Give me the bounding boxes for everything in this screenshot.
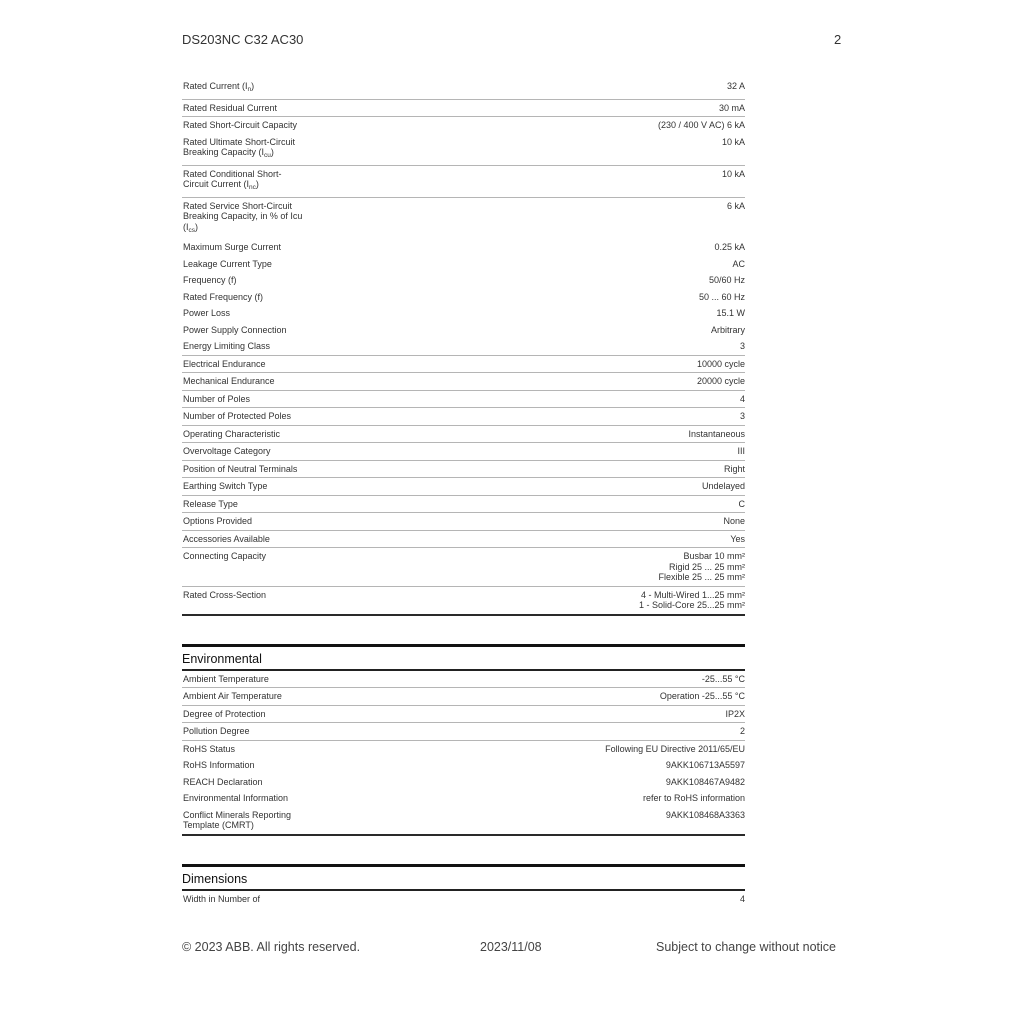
spec-label-subscript: nc (249, 184, 256, 191)
spec-label-text: Connecting Capacity (183, 551, 267, 561)
spec-row (182, 426, 745, 444)
spec-sheet (182, 78, 745, 907)
spec-value: Undelayed (701, 481, 745, 491)
spec-label (183, 793, 303, 804)
spec-label-text: Ambient Temperature (183, 673, 269, 684)
spec-row (182, 305, 745, 322)
spec-label-text: Rated Service Short-Circuit Breaking Capacity, in % of Icu (I (183, 200, 303, 232)
spec-row (182, 391, 745, 409)
spec-label (183, 744, 303, 755)
spec-value: Right (723, 463, 745, 474)
spec-label (183, 709, 303, 720)
spec-value: 9AKK108468A3363 (665, 809, 745, 820)
spec-value: Following EU Directive 2011/65/EU (605, 743, 745, 754)
spec-label (183, 691, 303, 702)
spec-value: 15.1 W (716, 308, 745, 318)
spec-label (183, 169, 303, 194)
spec-label-subscript: n (247, 86, 252, 93)
spec-label-text: Number of Protected Poles (183, 411, 292, 421)
spec-label-text: Release Type (183, 498, 238, 509)
spec-label (183, 81, 303, 96)
spec-label-text: Maximum Surge Current (183, 242, 282, 252)
spec-label (183, 590, 303, 601)
spec-value: None (723, 516, 745, 526)
spec-row (182, 239, 745, 256)
spec-row (182, 757, 745, 774)
spec-label-text: RoHS Information (183, 760, 255, 770)
spec-row (182, 443, 745, 461)
spec-value: 9AKK108467A9482 (665, 776, 745, 787)
footer-copyright: © 2023 ABB. All rights reserved. (182, 940, 361, 954)
spec-value: III (737, 446, 745, 456)
spec-value: Operation -25...55 °C (659, 691, 745, 701)
spec-value: Instantaneous (688, 428, 745, 439)
spec-row (182, 671, 745, 689)
spec-label-subscript: cs (188, 226, 195, 234)
footer-date: 2023/11/08 (480, 940, 542, 954)
spec-row (182, 338, 745, 356)
spec-value: AC (732, 258, 745, 269)
spec-label-text: Position of Neutral Terminals (183, 463, 298, 474)
spec-label-text: Overvoltage Category (183, 446, 271, 456)
spec-value: C (738, 498, 745, 509)
spec-row (182, 272, 745, 289)
spec-value: 10 kA (721, 168, 745, 179)
spec-value: refer to RoHS information (642, 793, 745, 803)
spec-label (183, 341, 303, 352)
section-divider (182, 834, 745, 836)
spec-value: 0.25 kA (714, 242, 745, 252)
spec-row (182, 289, 745, 306)
spec-label-text: Rated Cross-Section (183, 589, 267, 600)
spec-row (182, 741, 745, 758)
spec-value: 4 (739, 893, 745, 904)
spec-row (182, 513, 745, 531)
spec-value: 10 kA (721, 136, 745, 147)
spec-label-suffix: ) (195, 221, 198, 232)
spec-value: Yes (730, 533, 745, 544)
spec-row (182, 478, 745, 496)
spec-label (183, 292, 303, 303)
spec-row (182, 706, 745, 724)
spec-label-text: Rated Short-Circuit Capacity (183, 120, 298, 130)
spec-label (183, 810, 303, 831)
spec-label (183, 103, 303, 114)
spec-label (183, 551, 303, 562)
spec-label (183, 534, 303, 545)
spec-row (182, 117, 745, 134)
spec-value: 10000 cycle (696, 358, 745, 369)
spec-label (183, 275, 303, 286)
spec-value: 30 mA (718, 102, 745, 113)
spec-label-text: Rated Current (I (183, 81, 248, 91)
section-heading-environmental: Environmental (182, 644, 745, 671)
spec-label-text: Number of Poles (183, 393, 251, 404)
spec-label-text: RoHS Status (183, 743, 236, 754)
spec-label (183, 308, 303, 319)
spec-label (183, 325, 303, 336)
spec-row (182, 356, 745, 374)
spec-value: 4 - Multi-Wired 1...25 mm² 1 - Solid-Core 25...25 mm² (638, 589, 745, 610)
spec-value: -25...55 °C (701, 673, 745, 684)
spec-label-suffix: ) (255, 179, 259, 189)
spec-label (183, 516, 303, 527)
spec-label-suffix: ) (270, 147, 274, 157)
spec-label-text: Options Provided (183, 516, 253, 526)
spec-label (183, 446, 303, 457)
spec-label-text: Ambient Air Temperature (183, 691, 282, 701)
spec-row (182, 408, 745, 426)
spec-row (182, 790, 745, 807)
spec-label (183, 376, 303, 387)
environmental-spec-table (182, 671, 745, 834)
spec-value: Arbitrary (710, 324, 745, 335)
spec-label-text: Rated Frequency (f) (183, 291, 264, 302)
spec-value: 3 (739, 411, 745, 421)
spec-label-text: Operating Characteristic (183, 428, 281, 439)
spec-label (183, 726, 303, 737)
spec-label (183, 674, 303, 685)
spec-value: 4 (739, 393, 745, 404)
spec-value: 6 kA (726, 200, 745, 211)
spec-row (182, 774, 745, 791)
spec-row (182, 548, 745, 587)
spec-label-text: Leakage Current Type (183, 258, 272, 269)
spec-row (182, 134, 745, 166)
spec-label-suffix: ) (251, 81, 255, 91)
spec-label (183, 429, 303, 440)
spec-label (183, 359, 303, 370)
spec-label-text: Degree of Protection (183, 708, 266, 719)
spec-row (182, 587, 745, 614)
spec-row (182, 373, 745, 391)
spec-row (182, 807, 745, 834)
spec-row (182, 531, 745, 549)
spec-label-text: Environmental Information (183, 793, 289, 803)
spec-value: 9AKK106713A5597 (665, 760, 745, 770)
spec-row (182, 461, 745, 479)
spec-label (183, 201, 303, 237)
technical-spec-table (182, 78, 745, 614)
spec-row (182, 256, 745, 273)
dimensions-spec-table (182, 891, 745, 908)
spec-label (183, 894, 303, 905)
spec-label (183, 394, 303, 405)
page-number: 2 (834, 32, 842, 47)
spec-label-text: Rated Residual Current (183, 102, 278, 113)
spec-label-text: Pollution Degree (183, 726, 250, 736)
spec-label-text: Electrical Endurance (183, 358, 266, 369)
spec-value: IP2X (725, 708, 745, 719)
spec-value: 32 A (726, 81, 745, 91)
spec-label (183, 481, 303, 492)
spec-row (182, 496, 745, 514)
spec-row (182, 688, 745, 706)
spec-label-text: Width in Number of (183, 893, 261, 904)
document-title: DS203NC C32 AC30 (182, 32, 304, 47)
spec-label (183, 259, 303, 270)
spec-label-text: Energy Limiting Class (183, 341, 271, 351)
footer-notice: Subject to change without notice (656, 940, 836, 954)
spec-value: (230 / 400 V AC) 6 kA (657, 120, 745, 130)
spec-value: Busbar 10 mm² Rigid 25 ... 25 mm² Flexible 25 ... 25 mm² (658, 551, 745, 582)
spec-row (182, 198, 745, 240)
section-divider (182, 614, 745, 616)
section-heading-dimensions: Dimensions (182, 864, 745, 891)
spec-label-text: REACH Declaration (183, 776, 263, 787)
spec-label-text: Mechanical Endurance (183, 376, 275, 386)
spec-value: 50/60 Hz (708, 275, 745, 285)
spec-label (183, 120, 303, 131)
spec-label (183, 499, 303, 510)
spec-row (182, 100, 745, 118)
spec-label (183, 137, 303, 162)
spec-label-text: Power Loss (183, 308, 231, 318)
spec-value: 50 ... 60 Hz (698, 291, 745, 302)
spec-label (183, 242, 303, 253)
spec-row (182, 723, 745, 741)
spec-label (183, 777, 303, 788)
spec-label-text: Accessories Available (183, 533, 270, 544)
spec-label-text: Frequency (f) (183, 275, 237, 285)
spec-label-text: Earthing Switch Type (183, 481, 268, 491)
spec-label (183, 411, 303, 422)
spec-label-text: Conflict Minerals Reporting Template (CMRT) (183, 809, 292, 830)
spec-label (183, 760, 303, 771)
spec-row (182, 322, 745, 339)
spec-label-subscript: cu (264, 152, 271, 159)
spec-value: 20000 cycle (696, 376, 745, 386)
spec-row (182, 891, 745, 908)
spec-row (182, 78, 745, 100)
spec-label-text: Rated Ultimate Short-Circuit Breaking Capacity (I (183, 136, 296, 157)
spec-row (182, 166, 745, 198)
spec-label (183, 464, 303, 475)
spec-value: 2 (739, 726, 745, 736)
spec-label-text: Rated Conditional Short-Circuit Current (I (183, 168, 282, 189)
spec-value: 3 (739, 341, 745, 351)
spec-label-text: Power Supply Connection (183, 324, 287, 335)
